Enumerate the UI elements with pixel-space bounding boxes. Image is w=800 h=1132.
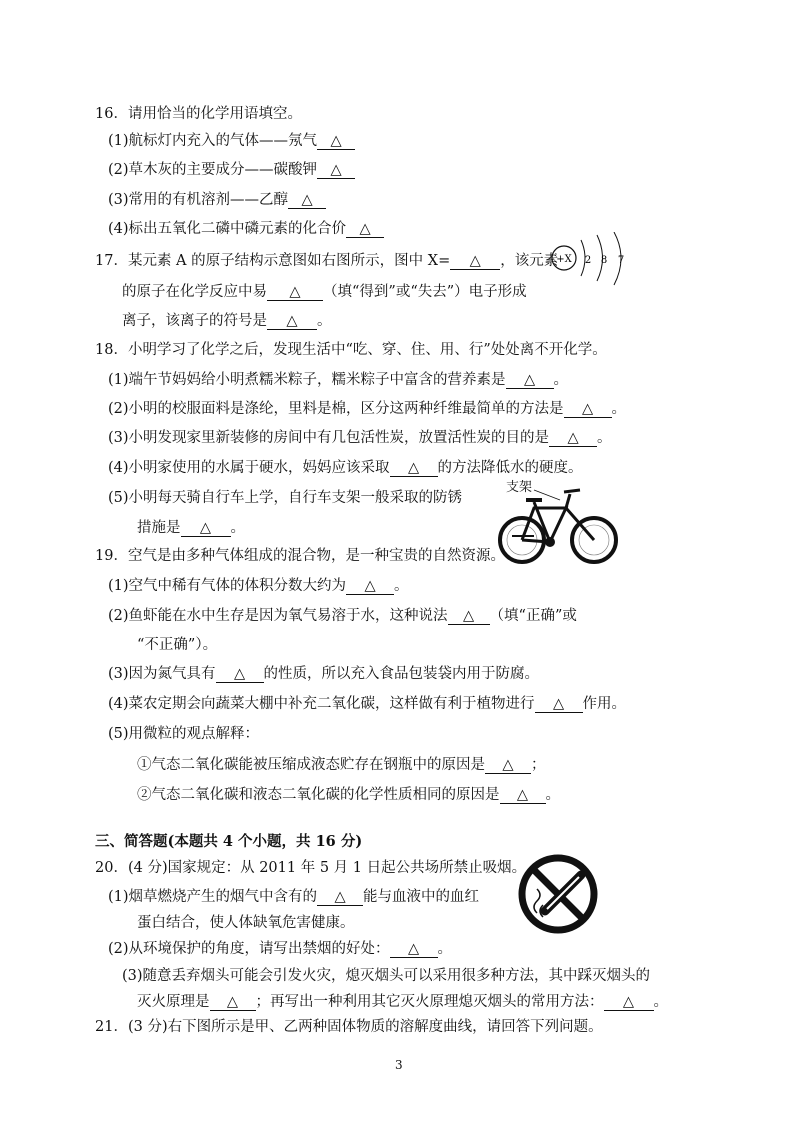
q16-answer-blank-3[interactable]: △	[288, 192, 326, 209]
q20-item-1	[108, 887, 479, 907]
q19-item-3	[108, 664, 539, 684]
q16-item-2	[108, 160, 355, 180]
q18-item-5: (5)小明每天骑自行车上学，自行车支架一般采取的防锈	[108, 490, 463, 506]
q19-item-3-text: (3)因为氮气具有	[108, 666, 216, 682]
q20-item-3: (3)随意丢弃烟头可能会引发火灾，熄灭烟头可以采用很多种方法，其中踩灭烟头的	[122, 968, 651, 984]
q19-item-5-2-tail: 。	[545, 787, 560, 803]
q19-item-2	[108, 606, 577, 626]
q19-item-1	[108, 576, 409, 596]
q17-line-3-text: 离子，该离子的符号是	[122, 313, 267, 329]
no-smoking-sign	[517, 853, 599, 935]
q17-line-2-tail: （填“得到”或“失去”）电子形成	[323, 284, 527, 300]
q16-answer-blank-4[interactable]: △	[346, 221, 384, 238]
q19-answer-blank-4[interactable]: △	[535, 696, 583, 713]
page-number: 3	[395, 1058, 403, 1072]
atom-shell-3-electrons: 7	[617, 255, 625, 266]
q20-answer-blank-3[interactable]: △	[210, 994, 256, 1011]
q18-item-4-text: (4)小明家使用的水属于硬水，妈妈应该采取	[108, 460, 390, 476]
q17-line-3	[122, 311, 332, 331]
q18-answer-blank-5[interactable]: △	[181, 520, 231, 537]
q19-item-5-1-tail: ；	[531, 757, 546, 773]
bicycle-frame-label: 支架	[506, 480, 533, 495]
q18-item-5-text: 措施是	[137, 520, 181, 536]
q17-line-3-tail: 。	[317, 313, 332, 329]
q17-line-1-tail: ，该元素	[500, 253, 559, 269]
q17-line-2	[122, 282, 527, 302]
q19-item-5-2	[137, 785, 560, 805]
q17-line-1	[95, 251, 558, 271]
q18-stem: 18．小明学习了化学之后，发现生活中“吃、穿、住、用、行”处处离不开化学。	[95, 342, 607, 358]
q16-stem: 16．请用恰当的化学用语填空。	[95, 106, 302, 122]
q19-item-3-tail: 的性质，所以充入食品包装袋内用于防腐。	[263, 666, 540, 682]
q18-item-4-tail: 的方法降低水的硬度。	[437, 460, 583, 476]
q19-item-2-text: (2)鱼虾能在水中生存是因为氧气易溶于水，这种说法	[108, 608, 448, 624]
atom-shell-1-electrons: 2	[584, 255, 592, 266]
q20-item-1-tail: 能与血液中的血红	[363, 889, 480, 905]
q18-answer-blank-3[interactable]: △	[549, 430, 597, 447]
atom-nucleus-label: +X	[556, 254, 572, 265]
atom-structure-svg	[548, 232, 640, 290]
q18-answer-blank-1[interactable]: △	[506, 372, 554, 389]
q19-answer-blank-5-2[interactable]: △	[500, 787, 546, 804]
q19-item-5-1	[137, 755, 546, 775]
q19-item-4-tail: 作用。	[582, 696, 627, 712]
q19-item-1-tail: 。	[394, 578, 409, 594]
q20-item-2-tail: 。	[437, 941, 453, 957]
q18-item-2	[108, 399, 626, 419]
q20-item-3-line-2	[137, 992, 668, 1012]
q20-item-3-middle: ；再写出一种利用其它灭火原理熄灭烟头的常用方法：	[255, 994, 604, 1010]
q21-stem: 21．(3 分)右下图所示是甲、乙两种固体物质的溶解度曲线，请回答下列问题。	[95, 1019, 603, 1035]
q18-item-1-tail: 。	[553, 372, 569, 388]
q16-item-4	[108, 219, 384, 239]
q16-item-3	[108, 190, 326, 210]
q18-item-3-tail: 。	[597, 430, 612, 446]
q18-item-3-text: (3)小明发现家里新装修的房间中有几包活性炭，放置活性炭的目的是	[108, 430, 550, 446]
q18-item-4	[108, 458, 583, 478]
q20-item-1-text: (1)烟草燃烧产生的烟气中含有的	[108, 889, 318, 905]
q19-item-5: (5)用微粒的观点解释：	[108, 726, 260, 742]
q16-item-2-text: (2)草木灰的主要成分——碳酸钾	[108, 162, 318, 178]
q17-answer-blank-ion-symbol[interactable]: △	[267, 313, 317, 330]
q17-answer-blank-x[interactable]: △	[450, 253, 500, 270]
q19-item-5-1-text: ①气态二氧化碳能被压缩成液态贮存在钢瓶中的原因是	[137, 757, 485, 773]
atom-structure-diagram	[548, 232, 640, 290]
section-3-heading: 三、简答题(本题共 4 个小题，共 16 分)	[95, 833, 363, 850]
q20-answer-blank-1[interactable]: △	[317, 889, 363, 906]
q16-answer-blank-1[interactable]: △	[317, 133, 355, 150]
q20-item-1-line-2: 蛋白结合，使人体缺氧危害健康。	[137, 915, 355, 931]
q19-item-4-text: (4)菜农定期会向蔬菜大棚中补充二氧化碳，这样做有利于植物进行	[108, 696, 535, 712]
q18-answer-blank-2[interactable]: △	[564, 401, 612, 418]
q18-answer-blank-4[interactable]: △	[390, 460, 438, 477]
q19-item-2-line-2: “不正确”）。	[137, 637, 218, 653]
q19-answer-blank-2[interactable]: △	[448, 608, 490, 625]
q20-answer-blank-4[interactable]: △	[604, 994, 654, 1011]
q16-item-1-text: (1)航标灯内充入的气体——氖气	[108, 133, 318, 149]
q19-answer-blank-1[interactable]: △	[346, 578, 394, 595]
q18-item-2-text: (2)小明的校服面料是涤纶，里料是棉，区分这两种纤维最简单的方法是	[108, 401, 564, 417]
q20-item-3-text: 灭火原理是	[137, 994, 210, 1010]
q18-item-1	[108, 370, 568, 390]
q18-item-5-line-2	[137, 518, 245, 538]
no-smoking-icon	[517, 853, 599, 935]
q19-answer-blank-3[interactable]: △	[216, 666, 264, 683]
q20-item-2-text: (2)从环境保护的角度，请写出禁烟的好处：	[108, 941, 390, 957]
q20-item-3-tail: 。	[653, 994, 668, 1010]
q16-item-3-text: (3)常用的有机溶剂——乙醇	[108, 192, 289, 208]
q20-stem: 20．(4 分)国家规定：从 2011 年 5 月 1 日起公共场所禁止吸烟。	[95, 860, 527, 876]
q19-item-4	[108, 694, 626, 714]
q16-item-4-text: (4)标出五氧化二磷中磷元素的化合价	[108, 221, 347, 237]
bicycle-figure	[494, 478, 624, 568]
q16-answer-blank-2[interactable]: △	[317, 162, 355, 179]
q18-item-3	[108, 428, 612, 448]
q20-item-2	[108, 939, 452, 959]
q18-item-1-text: (1)端午节妈妈给小明煮糯米粽子，糯米粽子中富含的营养素是	[108, 372, 506, 388]
q17-answer-blank-gain-lose[interactable]: △	[267, 284, 323, 301]
q19-stem: 19．空气是由多种气体组成的混合物，是一种宝贵的自然资源。	[95, 548, 505, 564]
q19-item-5-2-text: ②气态二氧化碳和液态二氧化碳的化学性质相同的原因是	[137, 787, 500, 803]
q20-answer-blank-2[interactable]: △	[390, 941, 438, 958]
q17-line-2-text: 的原子在化学反应中易	[122, 284, 267, 300]
q19-item-1-text: (1)空气中稀有气体的体积分数大约为	[108, 578, 347, 594]
q18-item-2-tail: 。	[611, 401, 627, 417]
q19-item-2-tail: （填“正确”或	[489, 608, 577, 624]
atom-shell-2-electrons: 8	[600, 255, 608, 266]
q16-item-1	[108, 131, 355, 151]
q17-line-1-text: 17．某元素 A 的原子结构示意图如右图所示，图中 X=	[95, 253, 451, 269]
q18-item-5-tail: 。	[230, 520, 245, 536]
q19-answer-blank-5-1[interactable]: △	[485, 757, 531, 774]
